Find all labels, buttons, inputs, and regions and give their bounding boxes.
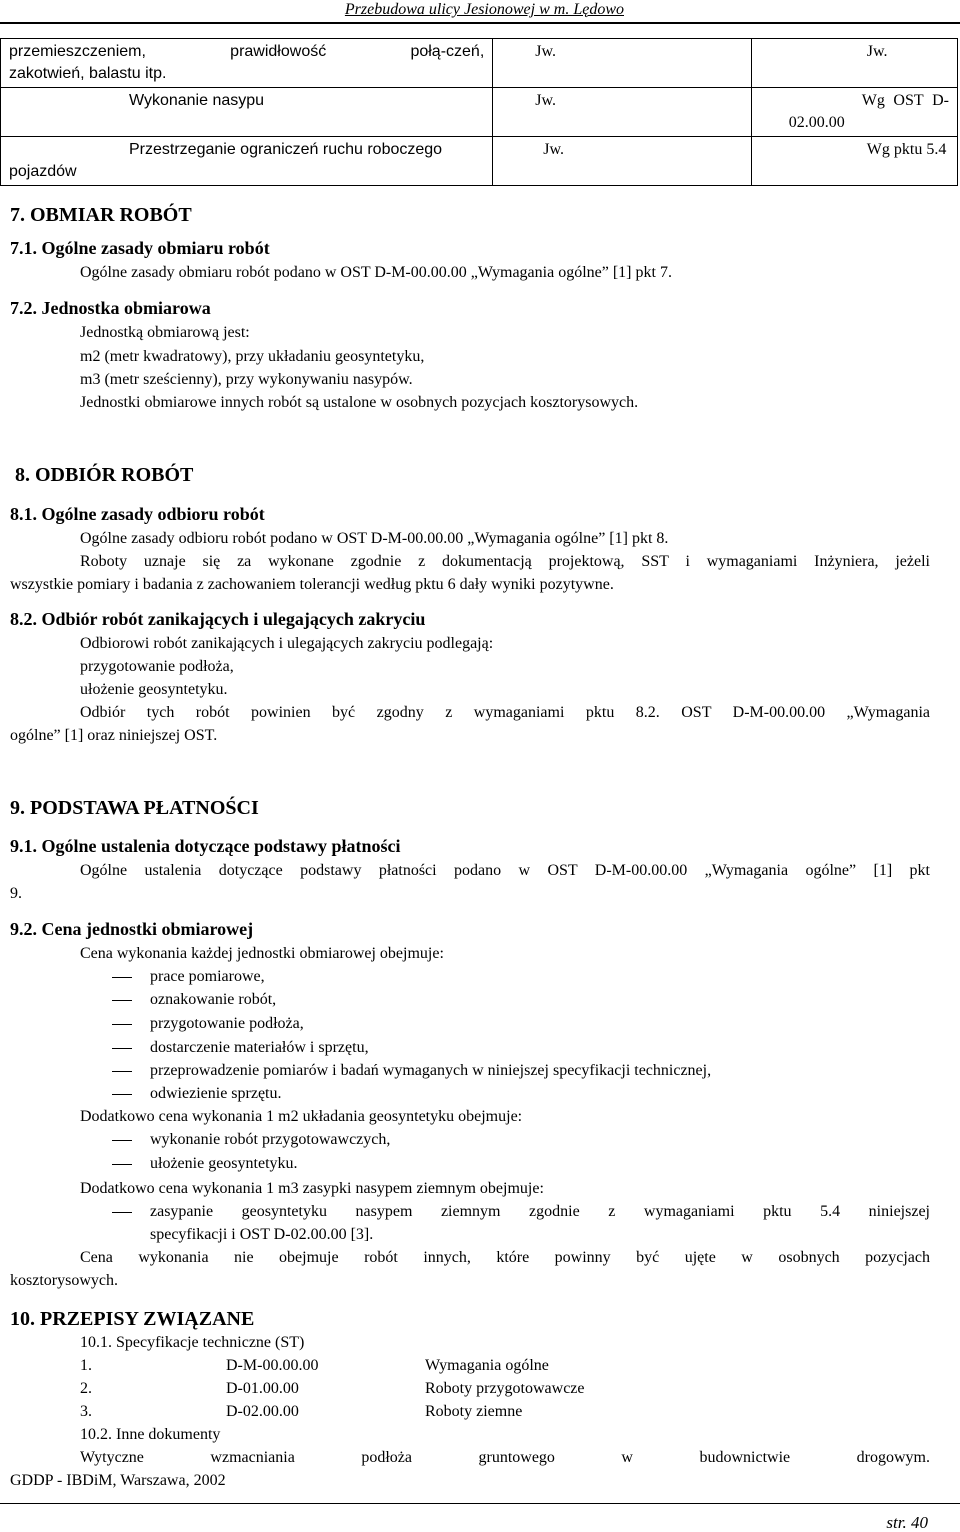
table-cell-text: pojazdów [9, 163, 77, 180]
subheading: 10.1. Specyfikacje techniczne (ST) [80, 1334, 305, 1351]
spec-name: Wymagania ogólne [425, 1357, 549, 1374]
list-dash [112, 1071, 132, 1072]
page-number: str. 40 [886, 1513, 928, 1532]
list-dash [112, 1094, 132, 1095]
list-item: wykonanie robót przygotowawczych, [150, 1131, 391, 1148]
paragraph: Dodatkowo cena wykonania 1 m2 układania geosyntetyku obejmuje: [80, 1108, 523, 1125]
section-9-heading: 9. PODSTAWA PŁATNOŚCI [10, 797, 259, 819]
table-cell [493, 39, 752, 88]
spec-code: D-02.00.00 [226, 1403, 299, 1420]
table-cell-text: Wg [861, 92, 885, 109]
list-item: specyfikacji i OST D-02.00.00 [3]. [150, 1226, 374, 1243]
paragraph: kosztorysowych. [10, 1272, 118, 1289]
spec-number: 2. [80, 1380, 92, 1397]
spec-name: Roboty ziemne [425, 1403, 523, 1420]
table-cell [751, 88, 957, 137]
list-dash [112, 1164, 132, 1165]
list-item: prace pomiarowe, [150, 968, 265, 985]
table-row [1, 137, 958, 186]
paragraph: ogólne” [1] oraz niniejszej OST. [10, 727, 218, 744]
list-dash [112, 1024, 132, 1025]
page-header-title: Przebudowa ulicy Jesionowej w m. Lędowo [344, 1, 624, 18]
paragraph: Cena wykonania nie obejmuje robót innych, które powinny być ujęte w osobnych pozycjach [80, 1249, 930, 1266]
table-cell-text: OST [893, 92, 924, 109]
requirements-table [0, 38, 958, 186]
list-item: dostarczenie materiałów i sprzętu, [150, 1039, 369, 1056]
table-cell-text: połą-czeń, [410, 43, 485, 60]
paragraph: ułożenie geosyntetyku. [80, 681, 228, 698]
table-cell-text: Jw. [866, 43, 888, 60]
spec-number: 3. [80, 1403, 92, 1420]
list-dash [112, 1000, 132, 1001]
table-cell-text: Wg pktu 5.4 [866, 141, 947, 158]
paragraph: m3 (metr sześcienny), przy wykonywaniu nasypów. [80, 371, 413, 388]
list-item: oznakowanie robót, [150, 991, 277, 1008]
header-rule [0, 22, 960, 24]
section-7-2-heading: 7.2. Jednostka obmiarowa [10, 298, 211, 318]
table-cell-text: prawidłowość [230, 43, 327, 60]
spec-code: D-M-00.00.00 [226, 1357, 319, 1374]
list-dash [112, 977, 132, 978]
paragraph: Jednostki obmiarowe innych robót są ustalone w osobnych pozycjach kosztorysowych. [80, 394, 639, 411]
list-dash [112, 1048, 132, 1049]
table-cell-text: D- [932, 92, 949, 109]
paragraph: przygotowanie podłoża, [80, 658, 234, 675]
table-cell-text: Jw. [535, 92, 557, 109]
paragraph: Odbiór tych robót powinien być zgodny z wymaganiami pktu 8.2. OST D-M-00.00.00 „Wymagania [80, 704, 930, 721]
table-cell-text: Jw. [543, 141, 565, 158]
list-item: przygotowanie podłoża, [150, 1015, 304, 1032]
list-item: odwiezienie sprzętu. [150, 1085, 282, 1102]
paragraph: m2 (metr kwadratowy), przy układaniu geosyntetyku, [80, 348, 425, 365]
subheading: 10.2. Inne dokumenty [80, 1426, 221, 1443]
table-cell [1, 88, 493, 137]
section-8-2-heading: 8.2. Odbiór robót zanikających i ulegających zakryciu [10, 609, 426, 629]
paragraph: Dodatkowo cena wykonania 1 m3 zasypki nasypem ziemnym obejmuje: [80, 1180, 544, 1197]
paragraph: GDDP - IBDiM, Warszawa, 2002 [10, 1472, 226, 1489]
table-cell-text: Wykonanie nasypu [129, 92, 265, 109]
paragraph: Ogólne ustalenia dotyczące podstawy płatności podano w OST D-M-00.00.00 „Wymagania ogólne” [1] pkt [80, 862, 930, 879]
section-8-heading: 8. ODBIÓR ROBÓT [15, 464, 194, 486]
table-row [1, 88, 958, 137]
list-dash [112, 1140, 132, 1141]
table-cell-text: Przestrzeganie ograniczeń ruchu roboczego [129, 141, 443, 158]
table-cell [493, 88, 752, 137]
spec-name: Roboty przygotowawcze [425, 1380, 585, 1397]
paragraph: Ogólne zasady odbioru robót podano w OST D-M-00.00.00 „Wymagania ogólne” [1] pkt 8. [80, 530, 669, 547]
list-item: ułożenie geosyntetyku. [150, 1155, 298, 1172]
table-cell [1, 39, 493, 88]
table-cell-text: 02.00.00 [788, 114, 845, 131]
table-cell-text: przemieszczeniem, [9, 43, 146, 60]
paragraph: Cena wykonania każdej jednostki obmiarowej obejmuje: [80, 945, 444, 962]
footer-rule [0, 1503, 960, 1504]
paragraph: wszystkie pomiary i badania z zachowaniem tolerancji według pktu 6 dały wyniki pozytywne. [10, 576, 614, 593]
section-8-1-heading: 8.1. Ogólne zasady odbioru robót [10, 504, 265, 524]
paragraph: Ogólne zasady obmiaru robót podano w OST D-M-00.00.00 „Wymagania ogólne” [1] pkt 7. [80, 264, 672, 281]
paragraph: 9. [10, 885, 22, 902]
table-row [1, 39, 958, 88]
list-item: przeprowadzenie pomiarów i badań wymaganych w niniejszej specyfikacji technicznej, [150, 1062, 712, 1079]
section-7-1-heading: 7.1. Ogólne zasady obmiaru robót [10, 238, 270, 258]
spec-number: 1. [80, 1357, 92, 1374]
table-cell [493, 137, 752, 186]
section-10-heading: 10. PRZEPISY ZWIĄZANE [10, 1308, 255, 1330]
list-item: zasypanie geosyntetyku nasypem ziemnym zgodnie z wymaganiami pktu 5.4 niniejszej [150, 1203, 930, 1220]
section-9-1-heading: 9.1. Ogólne ustalenia dotyczące podstawy płatności [10, 836, 401, 856]
paragraph: Odbiorowi robót zanikających i ulegających zakryciu podlegają: [80, 635, 494, 652]
table-cell [751, 39, 957, 88]
paragraph: Wytyczne wzmacniania podłoża gruntowego w budownictwie drogowym. [80, 1449, 930, 1466]
spec-code: D-01.00.00 [226, 1380, 299, 1397]
paragraph: Roboty uznaje się za wykonane zgodnie z dokumentacją projektową, SST i wymaganiami Inżyniera, jeżeli [80, 553, 930, 570]
table-cell-text: Jw. [535, 43, 557, 60]
section-9-2-heading: 9.2. Cena jednostki obmiarowej [10, 919, 254, 939]
section-7-heading: 7. OBMIAR ROBÓT [10, 204, 192, 226]
list-dash [112, 1212, 132, 1213]
table-cell [1, 137, 493, 186]
paragraph: Jednostką obmiarową jest: [80, 324, 250, 341]
table-cell [751, 137, 957, 186]
table-cell-text: zakotwień, balastu itp. [9, 65, 167, 82]
